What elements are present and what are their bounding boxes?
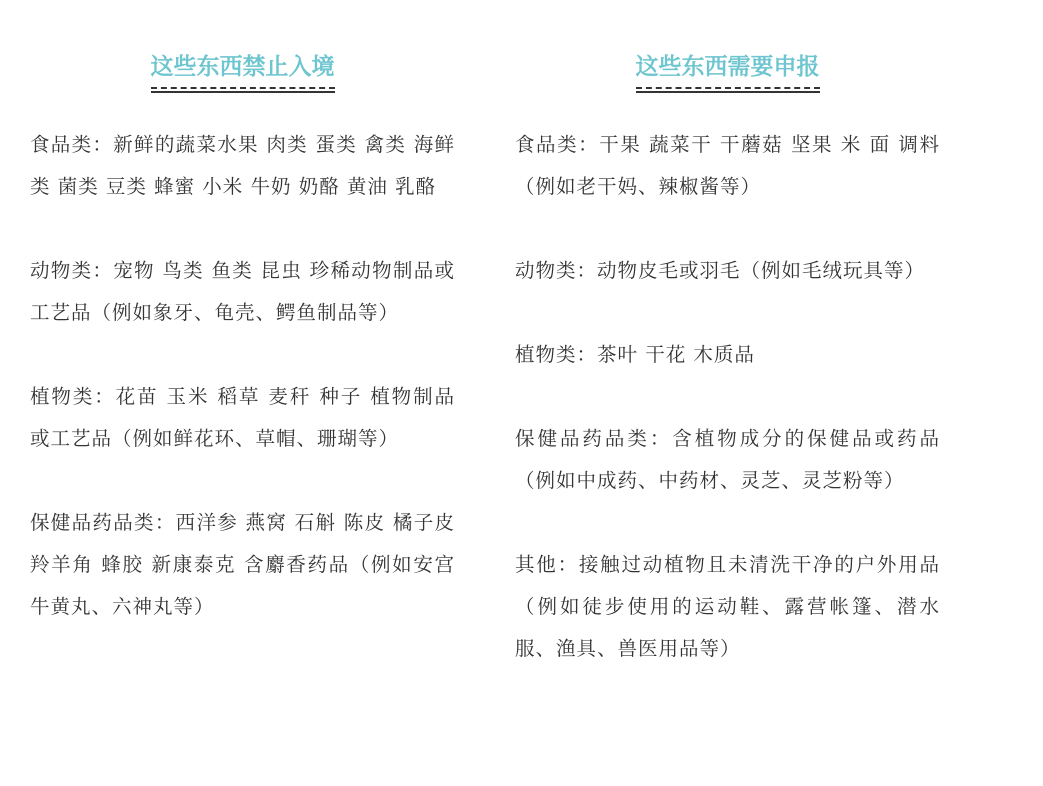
prohibited-food: 食品类：新鲜的蔬菜水果 肉类 蛋类 禽类 海鲜类 菌类 豆类 蜂蜜 小米 牛奶 奶酪 黄油 乳酪 [30,133,455,198]
declare-plants: 植物类：茶叶 干花 木质品 [515,343,755,366]
declare-health-medicine: 保健品药品类：含植物成分的保健品或药品（例如中成药、中药材、灵芝、灵芝粉等） [515,427,940,492]
declare-heading-wrap [515,50,940,89]
declare-list [515,124,940,712]
prohibited-heading-wrap [30,50,455,89]
prohibited-list [30,124,455,670]
prohibited-heading: 这些东西禁止入境 [151,50,335,89]
declare-heading: 这些东西需要申报 [636,50,820,89]
declare-animals: 动物类：动物皮毛或羽毛（例如毛绒玩具等） [515,259,926,282]
prohibited-animals: 动物类：宠物 鸟类 鱼类 昆虫 珍稀动物制品或工艺品（例如象牙、龟壳、鳄鱼制品等） [30,259,455,324]
declare-food: 食品类：干果 蔬菜干 干蘑菇 坚果 米 面 调料（例如老干妈、辣椒酱等） [515,133,940,198]
prohibited-plants: 植物类：花苗 玉米 稻草 麦秆 种子 植物制品或工艺品（例如鲜花环、草帽、珊瑚等） [30,385,455,450]
prohibited-health-medicine: 保健品药品类：西洋参 燕窝 石斛 陈皮 橘子皮 羚羊角 蜂胶 新康泰克 含麝香药品（例如安宫牛黄丸、六神丸等） [30,511,455,618]
declare-other: 其他：接触过动植物且未清洗干净的户外用品（例如徒步使用的运动鞋、露营帐篷、潜水服、渔具、兽医用品等） [515,553,940,660]
